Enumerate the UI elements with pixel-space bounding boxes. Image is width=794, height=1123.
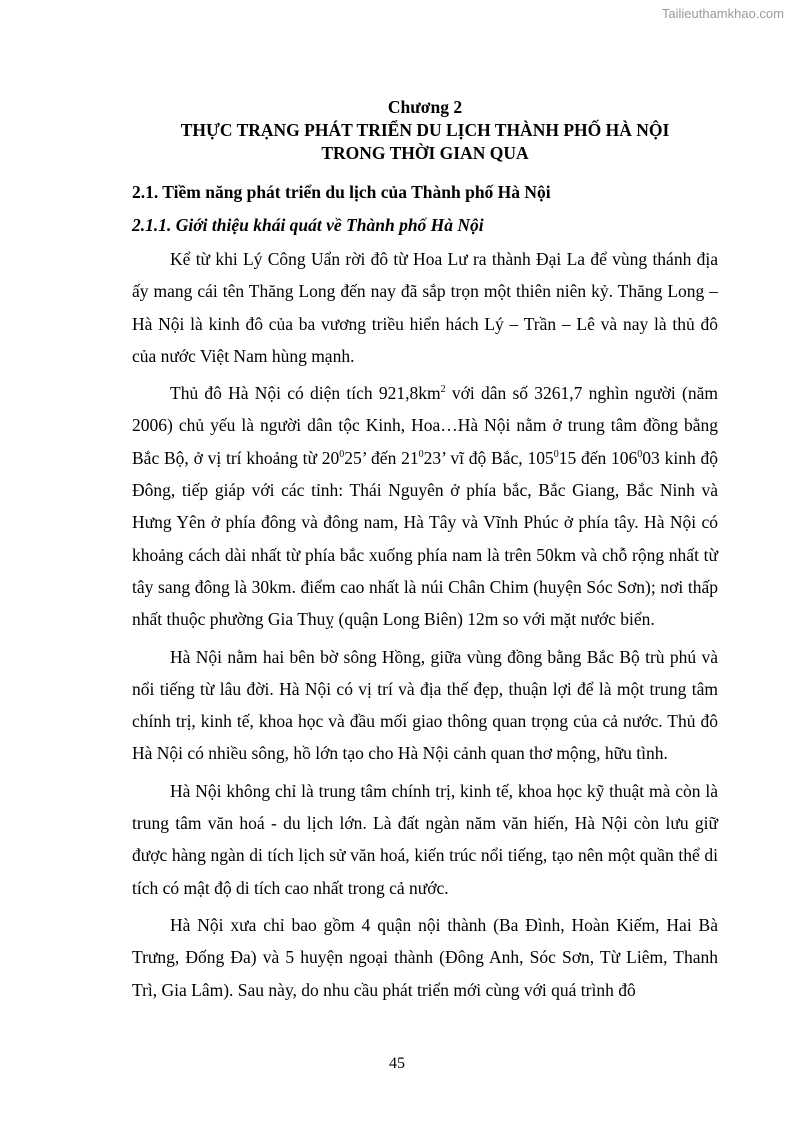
chapter-heading <box>132 96 718 165</box>
paragraph-3: Hà Nội nằm hai bên bờ sông Hồng, giữa vùng đồng bằng Bắc Bộ trù phú và nổi tiếng từ lâu đời. Hà Nội có vị trí và địa thế đẹp, thuận lợi để là một trung tâm chính trị, kinh tế, khoa học và đầu mối giao thông quan trọng của cả nước. Thủ đô Hà Nội có nhiều sông, hồ lớn tạo cho Hà Nội cảnh quan thơ mộng, hữu tình. <box>132 646 718 764</box>
watermark: Tailieuthamkhao.com <box>661 6 784 21</box>
paragraph-2: Thủ đô Hà Nội có diện tích $921,8km^2$ với dân số 3261,7 nghìn người (năm 2006) chủ yếu là người dân tộc Kinh, Hoa…Hà Nội nằm ở trung tâm đồng bằng Bắc Bộ, ở vị trí khoảng từ $20^025$’ đến $21^023$’ vĩ độ Bắc, $105^015$ đến $106^003$ kinh độ Đông, tiếp giáp với các tỉnh: Thái Nguyên ở phía bắc, Bắc Giang, Bắc Ninh và Hưng Yên ở phía đông và đông nam, Hà Tây và Vĩnh Phúc ở phía tây. Hà Nội có khoảng cách dài nhất từ phía bắc xuống phía nam là trên 50km và chỗ rộng nhất từ tây sang đông là 30km. điểm cao nhất là núi Chân Chim (huyện Sóc Sơn); nơi thấp nhất thuộc phường Gia Thuỵ (quận Long Biên) 12m so với mặt nước biển. <box>132 383 718 630</box>
chapter-title-line-1: THỰC TRẠNG PHÁT TRIỂN DU LỊCH THÀNH PHỐ HÀ NỘI <box>180 120 670 140</box>
paragraph-4: Hà Nội không chỉ là trung tâm chính trị, kinh tế, khoa học kỹ thuật mà còn là trung tâm văn hoá - du lịch lớn. Là đất ngàn năm văn hiến, Hà Nội còn lưu giữ được hàng ngàn di tích lịch sử văn hoá, kiến trúc nổi tiếng, tạo nên một quần thể di tích có mật độ di tích cao nhất trong cả nước. <box>132 780 718 898</box>
section-heading: 2.1. Tiềm năng phát triển du lịch của Thành phố Hà Nội <box>132 182 551 202</box>
subsection-heading: 2.1.1. Giới thiệu khái quát về Thành phố Hà Nội <box>132 215 484 235</box>
chapter-label: Chương 2 <box>387 97 463 117</box>
paragraph-5: Hà Nội xưa chỉ bao gồm 4 quận nội thành (Ba Đình, Hoàn Kiếm, Hai Bà Trưng, Đống Đa) và 5 huyện ngoại thành (Đông Anh, Sóc Sơn, Từ Liêm, Thanh Trì, Gia Lâm). Sau này, do nhu cầu phát triển mới cùng với quá trình đô <box>132 914 718 1000</box>
paragraph-1: Kể từ khi Lý Công Uẩn rời đô từ Hoa Lư ra thành Đại La để vùng thánh địa ấy mang cái tên Thăng Long đến nay đã sắp trọn một thiên niên kỷ. Thăng Long – Hà Nội là kinh đô của ba vương triều hiển hách Lý – Trần – Lê và nay là thủ đô của nước Việt Nam hùng mạnh. <box>132 249 718 366</box>
page-number: 45 <box>389 1055 405 1072</box>
document-page <box>132 96 718 1006</box>
chapter-title-line-2: TRONG THỜI GIAN QUA <box>321 143 529 163</box>
